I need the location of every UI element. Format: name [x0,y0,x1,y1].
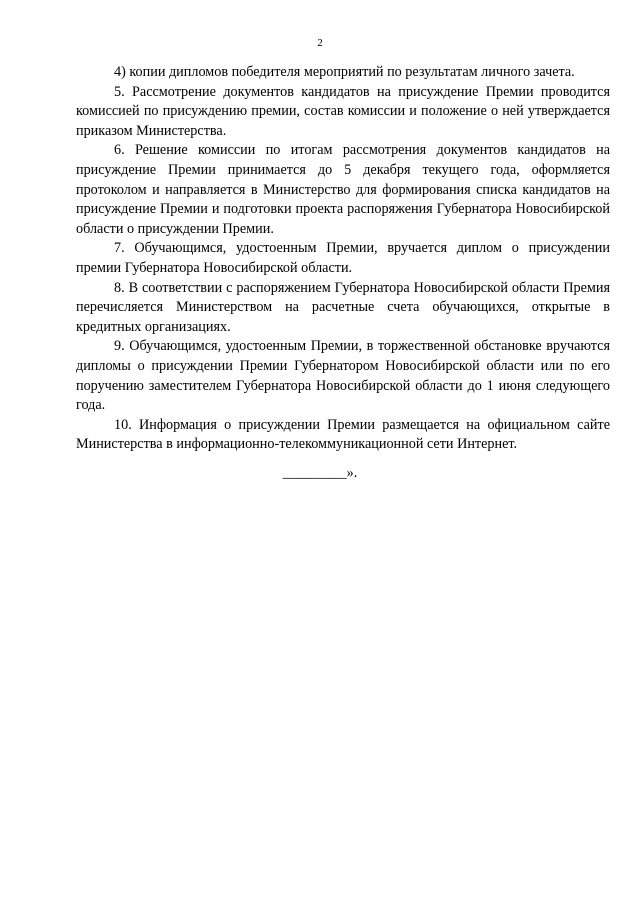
paragraph-item-10: 10. Информация о присуждении Премии размещается на официальном сайте Министерства в информационно-телекоммуникационной сети Интернет. [76,416,610,453]
page-number: 2 [317,37,323,49]
paragraph-item-4: 4) копии дипломов победителя мероприятий по результатам личного зачета. [114,64,575,80]
paragraph-item-7: 7. Обучающимся, удостоенным Премии, вручается диплом о присуждении премии Губернатора Новосибирской области. [76,240,610,276]
paragraph-item-6: 6. Решение комиссии по итогам рассмотрения документов кандидатов на присуждение Премии принимается до 5 декабря текущего года, оформляется протоколом и направляется в Министерство для формирования списка кандидатов на присуждение Премии и подготовки проекта распоряжения Губернатора Новосибирской области о присуждении Премии. [76,142,610,237]
document-body [76,63,610,455]
paragraph-item-5: 5. Рассмотрение документов кандидатов на присуждение Премии проводится комиссией по присуждению премии, состав комиссии и положение о ней утверждается приказом Министерства. [76,83,610,139]
paragraph-item-8: 8. В соответствии с распоряжением Губернатора Новосибирской области Премия перечисляется Министерством на расчетные счета обучающихся, открытые в кредитных организациях. [76,279,610,335]
paragraph-item-9: 9. Обучающимся, удостоенным Премии, в торжественной обстановке вручаются дипломы о присуждении Премии Губернатором Новосибирской области или по его поручению заместителем Губернатора Новосибирской области до 1 июня следующего года. [76,338,610,414]
closing-line: _________». [282,465,358,481]
